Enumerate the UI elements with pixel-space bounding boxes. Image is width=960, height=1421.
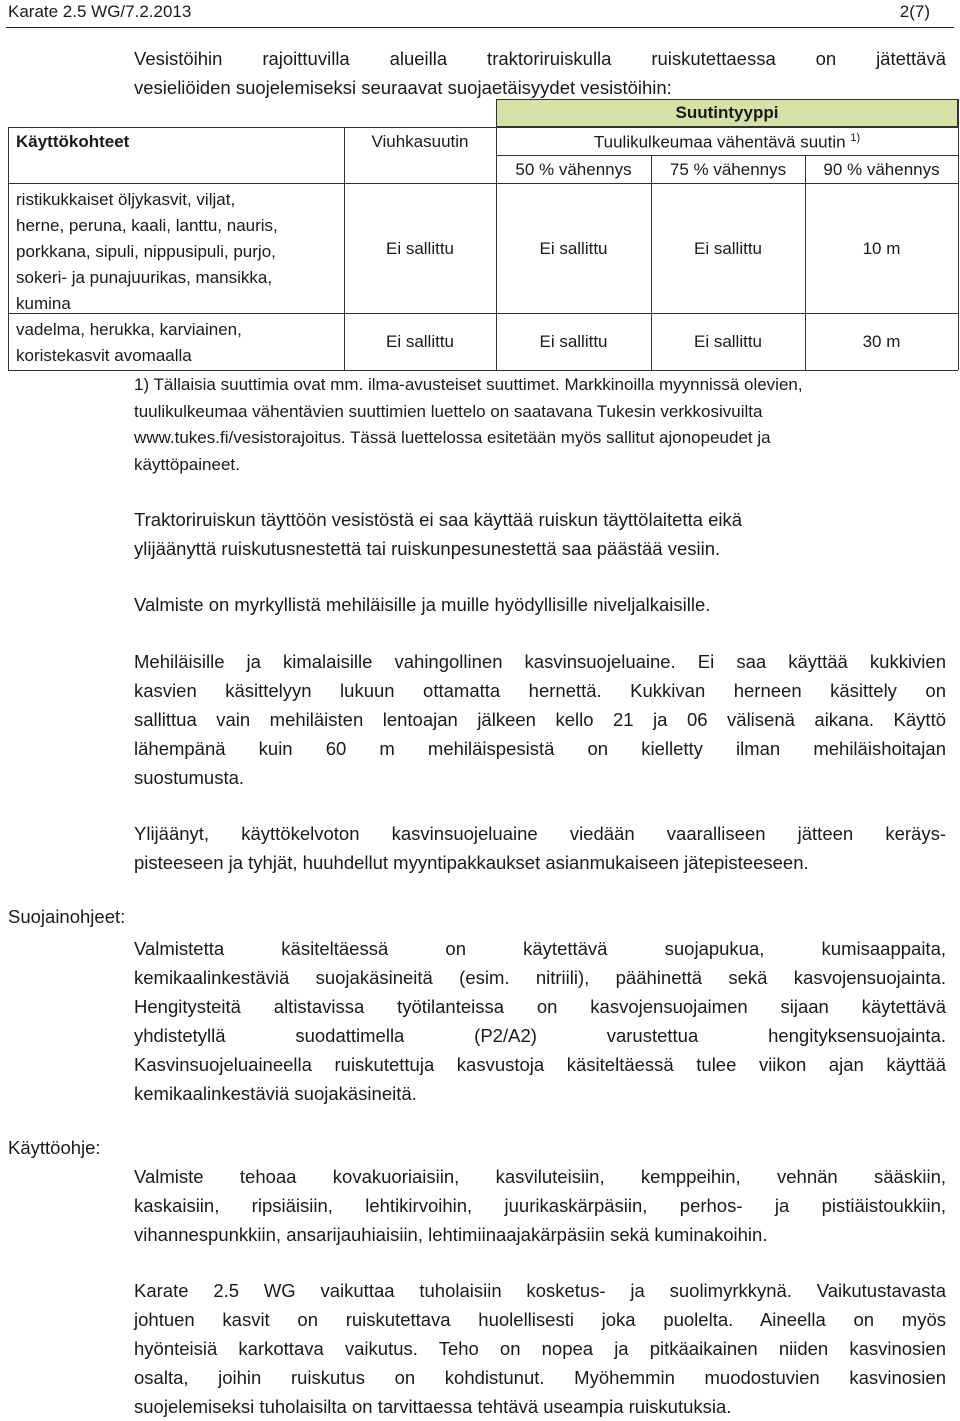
paragraph-line: johtuen kasvit on ruiskutettava huolellisesti joka puolelta. Aineella on myös xyxy=(134,1309,946,1330)
paragraph-line: suostumusta. xyxy=(134,767,245,788)
footnote-line: 1) Tällaisia suuttimia ovat mm. ilma-avusteiset suuttimet. Markkinoilla myynnissä olevien, xyxy=(134,375,803,394)
paragraph-line: Hengitysteitä altistavissa työtilanteissa on kasvojensuojaimen sijaan käytettävä xyxy=(134,996,946,1017)
paragraph-line: Traktoriruiskun täyttöön vesistöstä ei saa käyttää ruiskun täyttölaitetta eikä xyxy=(134,509,743,530)
paragraph-line: vihannespunkkiin, ansarijauhiaisiin, lehtimiinaajakärpäsiin sekä kuminakoihin. xyxy=(134,1224,768,1245)
doc-header-title: Karate 2.5 WG/7.2.2013 xyxy=(8,2,192,21)
page-number: 2(7) xyxy=(899,2,930,21)
usage-instructions-label: Käyttöohje: xyxy=(8,1137,101,1158)
row2-target-line: vadelma, herukka, karviainen, xyxy=(16,320,242,339)
paragraph-line: yhdistetyllä suodattimella (P2/A2) varustettua hengityksensuojainta. xyxy=(134,1025,946,1046)
paragraph-line: kemikaalinkestäviä suojakäsineitä. xyxy=(134,1083,417,1104)
buffer-zone-table xyxy=(8,99,960,371)
row2-50: Ei sallittu xyxy=(539,332,608,351)
table-rule xyxy=(8,127,958,128)
row1-fan: Ei sallittu xyxy=(385,239,455,258)
paragraph-line: ylijäänyttä ruiskutusnestettä tai ruiskunpesunestettä saa päästää vesiin. xyxy=(134,538,721,559)
row1-target-line: porkkana, sipuli, nippusipuli, purjo, xyxy=(16,242,276,261)
sub-header-90: 90 % vähennys xyxy=(823,160,940,179)
paragraph-line: lähempänä kuin 60 m mehiläispesistä on kielletty ilman mehiläishoitajan xyxy=(134,738,946,759)
col-header-fan-nozzle: Viuhkasuutin xyxy=(371,132,469,151)
row2-target xyxy=(16,317,242,369)
paragraph-line: kaskaisiin, ripsiäisiin, lehtikirvoihin, juurikaskärpäsiin, perhos- ja pistiäistoukkiin, xyxy=(134,1195,946,1216)
table-footnote xyxy=(134,372,946,478)
intro-line: Vesistöihin rajoittuvilla alueilla traktoriruiskulla ruiskutettaessa on jätettävä xyxy=(134,48,946,69)
paragraph-line: kasvien käsittelyyn lukuun ottamatta hernettä. Kukkivan herneen käsittely on xyxy=(134,680,946,701)
row2-target-line: koristekasvit avomaalla xyxy=(16,346,192,365)
footnote-line: tuulikulkeumaa vähentävien suuttimien luettelo on saatavana Tukesin verkkosivuilta xyxy=(134,401,763,421)
footnote-ref: 1) xyxy=(850,132,861,144)
paragraph-line: Valmiste tehoaa kovakuoriaisiin, kasviluteisiin, kemppeihin, vehnän sääskiin, xyxy=(134,1166,946,1187)
row2-90: 30 m xyxy=(862,332,901,351)
intro-line: vesieliöiden suojelemiseksi seuraavat suojaetäisyydet vesistöihin: xyxy=(134,77,672,98)
row1-90: 10 m xyxy=(862,239,901,258)
intro-paragraph xyxy=(134,44,946,102)
usage-paragraph-1 xyxy=(134,1162,946,1249)
col-header-drift-reducing xyxy=(496,132,958,153)
header-rule xyxy=(6,27,954,28)
row1-target-line: ristikukkaiset öljykasvit, viljat, xyxy=(16,190,236,209)
usage-paragraph-2 xyxy=(134,1276,946,1421)
paragraph-line: Valmiste on myrkyllistä mehiläisille ja muille hyödyllisille niveljalkaisille. xyxy=(134,594,711,615)
footnote-line: www.tukes.fi/vesistorajoitus. Tässä luettelossa esitetään myös sallitut ajonopeudet ja xyxy=(134,428,771,447)
paragraph-line: osalta, joihin ruiskutus on kohdistunut. Myöhemmin muodostuvien kasvinosien xyxy=(134,1367,946,1388)
paragraph-line: Mehiläisille ja kimalaisille vahingollinen kasvinsuojeluaine. Ei saa käyttää kukkivien xyxy=(134,651,946,672)
protective-equipment-label: Suojainohjeet: xyxy=(8,906,126,927)
row1-target-line: herne, peruna, kaali, lanttu, nauris, xyxy=(16,216,278,235)
table-rule xyxy=(8,127,9,370)
table-rule xyxy=(958,99,959,370)
row2-75: Ei sallittu xyxy=(693,332,763,351)
paragraph-line: Valmistetta käsiteltäessä on käytettävä suojapukua, kumisaappaita, xyxy=(134,938,946,959)
row1-target-line: sokeri- ja punajuurikas, mansikka, xyxy=(16,268,273,287)
row1-75: Ei sallittu xyxy=(693,239,763,258)
row1-target xyxy=(16,187,278,317)
row1-50: Ei sallittu xyxy=(539,239,608,258)
paragraph-line: hyönteisiä karkottava vaikutus. Teho on nopea ja pitkäaikainen niiden kasvinosien xyxy=(134,1338,946,1359)
paragraph-line: Ylijäänyt, käyttökelvoton kasvinsuojeluaine viedään vaaralliseen jätteen keräys- xyxy=(134,823,946,844)
bee-warning-paragraph xyxy=(134,647,946,792)
nozzle-type-header: Suutintyyppi xyxy=(675,103,779,122)
sub-header-75: 75 % vähennys xyxy=(669,160,787,179)
waste-paragraph xyxy=(134,819,946,877)
paragraph-line: suojelemiseksi tuholaisilta on tarvittaessa tehtävä useampia ruiskutuksia. xyxy=(134,1396,732,1417)
table-rule xyxy=(8,370,958,371)
paragraph-line: pisteeseen ja tyhjät, huuhdellut myyntipakkaukset asianmukaiseen jätepisteeseen. xyxy=(134,852,809,873)
paragraph-line: Kasvinsuojeluaineella ruiskutettuja kasvustoja käsiteltäessä tulee viikon ajan käyttää xyxy=(134,1054,946,1075)
paragraph-line: kemikaalinkestäviä suojakäsineitä (esim. nitriili), päähinettä sekä kasvojensuojainta. xyxy=(134,967,946,988)
row1-target-line: kumina xyxy=(16,294,71,313)
paragraph-line: sallittua vain mehiläisten lentoajan jälkeen kello 21 ja 06 välisenä aikana. Käyttö xyxy=(134,709,946,730)
table-rule xyxy=(496,155,958,156)
paragraph-line: Karate 2.5 WG vaikuttaa tuholaisiin kosketus- ja suolimyrkkynä. Vaikutustavasta xyxy=(134,1280,946,1301)
toxicity-paragraph xyxy=(134,590,946,619)
filling-instruction-paragraph xyxy=(134,505,946,563)
footnote-line: käyttöpaineet. xyxy=(134,454,240,474)
row2-fan: Ei sallittu xyxy=(385,332,455,351)
col-header-drift-reducing-text: Tuulikulkeumaa vähentävä suutin xyxy=(593,132,846,152)
sub-header-50: 50 % vähennys xyxy=(515,160,632,179)
protective-equipment-text xyxy=(134,934,946,1108)
table-rule xyxy=(8,183,958,184)
col-header-targets: Käyttökohteet xyxy=(16,132,130,151)
